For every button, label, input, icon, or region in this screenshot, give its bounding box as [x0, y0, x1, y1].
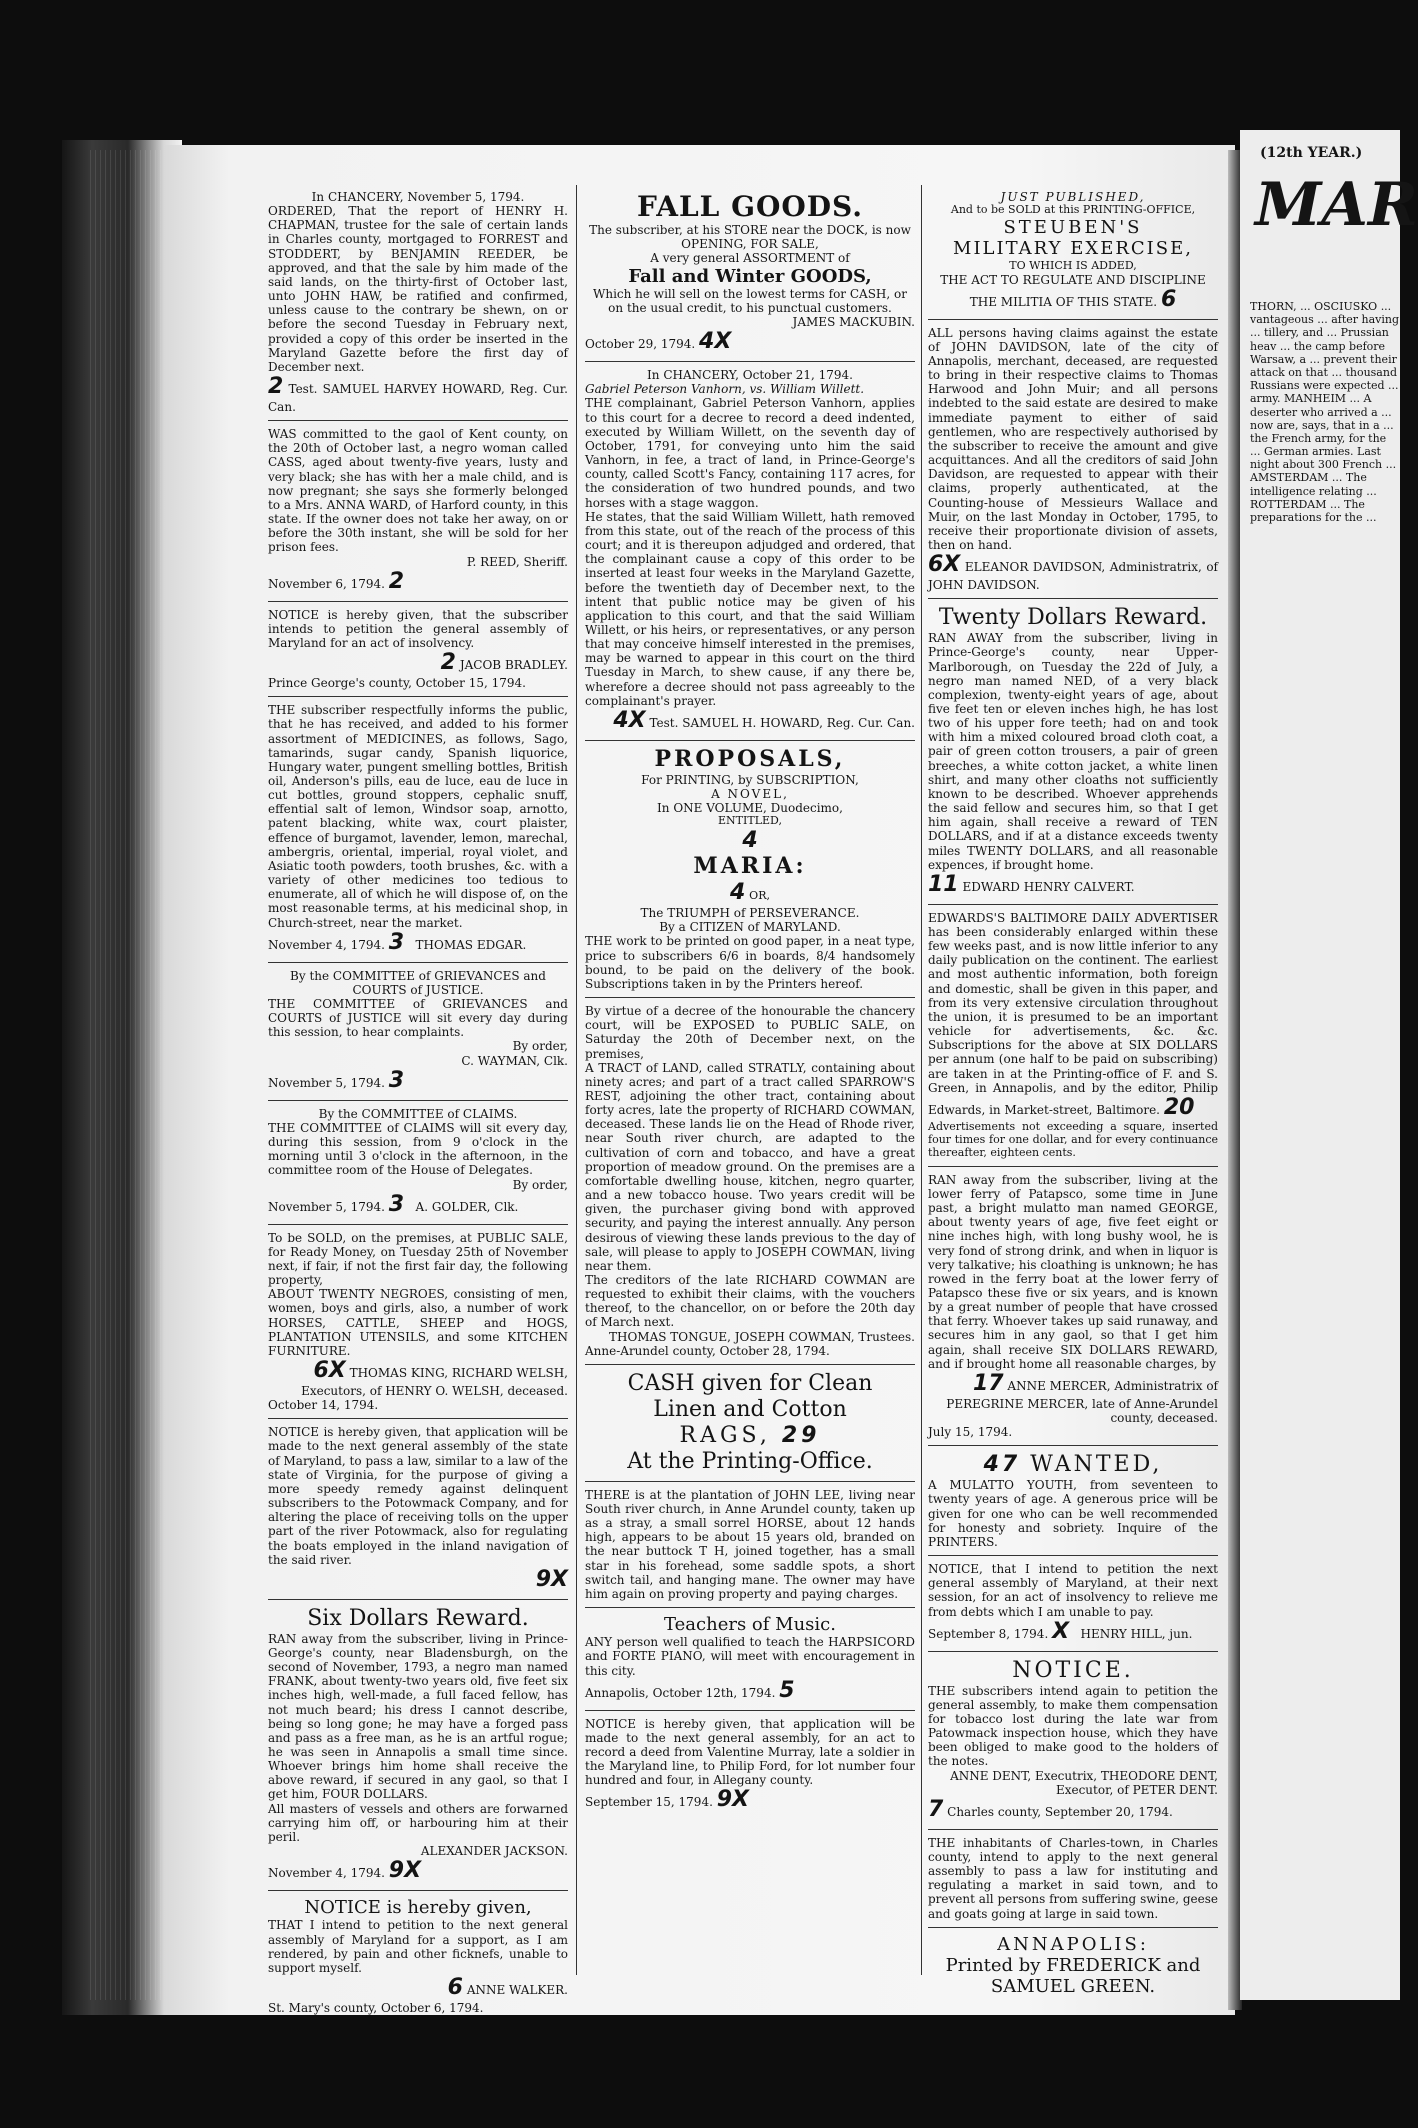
- facing-text: THORN, ... OSCIUSKO ... vantageous ... after having ... tillery, and ... Prussian heav ... the camp before Warsaw, a ... prevent their attack on that ... thousand Russians were expected ... army. MANHEIM ... A deserter who arrived a ... now are, says, that in a ... the French army, for the ... German armies. Last night about 300 French ... AMSTERDAM ... The intelligence relating ... ROTTERDAM ... The preparations for the ...: [1250, 300, 1400, 524]
- ad-body: ALL persons having claims against the estate of JOHN DAVIDSON, late of the city of Annapolis, merchant, deceased, are requested to bring in their respective claims to Thomas Harwood and John Muir; and all persons indebted to the said estate are desired to make immediate payment to either of said gentlemen, who are respectively authorised by the subscriber to receive the amount and give acquittances. And all the creditors of said John Davidson, are requested to appear with their claims, properly authenticated, at the Counting-house of Messieurs Wallace and Muir, on the last Monday in October, 1795, to receive their proportionate division of assets, then on hand.: [928, 325, 1218, 553]
- annotation: 6X: [928, 552, 961, 578]
- ad-date: Anne-Arundel county, October 28, 1794.: [585, 1343, 830, 1358]
- ad-signature: 6 ANNE WALKER.: [447, 1975, 568, 2001]
- separator: [585, 740, 915, 741]
- separator: [585, 1710, 915, 1711]
- separator: [585, 361, 915, 362]
- annotation: 29: [781, 1422, 821, 1448]
- ad-date: Prince George's county, October 15, 1794.: [268, 676, 526, 691]
- ad-body: NOTICE, that I intend to petition the next general assembly of Maryland, at their next session, for an act of insolvency to relieve me from debts which I am unable to pay.: [928, 1562, 1218, 1619]
- ad-parties: Gabriel Peterson Vanhorn, vs. William Willett.: [585, 382, 865, 397]
- ad-body-2: The creditors of the late RICHARD COWMAN are requested to exhibit their claims, with the vouchers thereof, to the chancellor, on or before the 20th day of March next.: [585, 1273, 915, 1330]
- ad-body: RAN away from the subscriber, living at the lower ferry of Patapsco, some time in June past, a bright mulatto man named GEORGE, about twenty years of age, five feet eight or nine inches high, with long bushy wool, he is very fond of strong drink, and when in liquor is very talkative; his cloathing is unknown; he has rowed in the ferry boat at the lower ferry of Patapsco these five or six years, and is known by a great number of people that have crossed that ferry. Whoever takes up said runaway, and secures him in any gaol, so that I get him again, shall receive SIX DOLLARS REWARD, and if brought home all reasonable charges, by: [928, 1172, 1218, 1371]
- ad-body: ORDERED, That the report of HENRY H. CHAPMAN, trustee for the sale of certain lands in Charles county, mortgaged to FORREST and STODDERT, by BENJAMIN REEDER, be approved, and that the sale by him made of the said lands, on the thirty-first of October last, unto JOHN HAW, be ratified and confirmed, unless cause to the contrary be shewn, on or before the second Tuesday in February next, provided a copy of this order be inserted in the Maryland Gazette before the first day of December next.: [268, 204, 568, 374]
- ad-added: TO WHICH IS ADDED,: [1009, 258, 1137, 272]
- annotation: 4: [730, 880, 746, 906]
- imprint-place: ANNAPOLIS:: [997, 1933, 1149, 1955]
- facing-year: (12th YEAR.): [1260, 145, 1363, 161]
- ad-claims: [268, 1107, 568, 1218]
- ad-body-2: All masters of vessels and others are forwarned carrying him off, or harbouring him at their peril.: [268, 1801, 568, 1844]
- ad-date: July 15, 1794.: [928, 1425, 1013, 1440]
- ad-signature: 6X THOMAS KING, RICHARD WELSH, Executors, of HENRY O. WELSH, deceased.: [301, 1358, 568, 1398]
- separator: [928, 904, 1218, 905]
- column-rule-1: [576, 185, 577, 1975]
- separator: [928, 1829, 1218, 1830]
- ad-bradley: [268, 608, 568, 691]
- ad-act: THE ACT TO REGULATE AND DISCIPLINE THE MILITIA OF THIS STATE. 6: [940, 272, 1206, 312]
- ad-heading: In CHANCERY, November 5, 1794.: [311, 190, 525, 204]
- ad-heading: Twenty Dollars Reward.: [938, 605, 1208, 631]
- ad-body: ANY person well qualified to teach the HARPSICORD and FORTE PIANO, will meet with encouragement in this city.: [585, 1635, 915, 1678]
- ad-walker: [268, 1897, 568, 2015]
- ad-body: EDWARDS'S BALTIMORE DAILY ADVERTISER has been considerably enlarged within these few weeks past, and is now little inferior to any daily publication on the continent. The earliest and most authentic information, both foreign and domestic, shall be given in this paper, and from its very extensive circulation throughout the union, it is presumed to be an important vehicle for advertisements, &c. &c. Subscriptions for the above at SIX DOLLARS per annum (one half to be paid on subscribing) are taken in at the Printing-office of F. and S. Green, in Annapolis, and by the editor, Philip Edwards, in Market-street, Baltimore. 20: [928, 910, 1218, 1120]
- separator: [268, 601, 568, 602]
- ad-heading: Teachers of Music.: [664, 1614, 836, 1636]
- ad-heading: FALL GOODS.: [636, 190, 864, 223]
- ad-date: Annapolis, October 12th, 1794. 5: [585, 1677, 795, 1703]
- ad-title-2: MILITARY EXERCISE,: [953, 238, 1193, 260]
- ad-body: RAN away from the subscriber, living in Prince-George's county, near Bladensburgh, on the second of November, 1793, a negro man named FRANK, about twenty-two years old, five feet six inches high, well-made, a full faced fellow, has not much beard; his dress I cannot describe, being so long gone; he may have a forged pass and pass as a free man, as he is an artful rogue; he was seen in Annapolis a small time since. Whoever brings him home shall receive the above reward, if secured in any gaol, so that I get him, FOUR DOLLARS.: [268, 1631, 568, 1802]
- ad-heading: 47 WANTED,: [983, 1452, 1163, 1478]
- ad-welsh-sale: [268, 1231, 568, 1413]
- annotation: 5: [779, 1677, 795, 1703]
- ad-or: 4 OR,: [730, 880, 770, 906]
- separator: [268, 1418, 568, 1419]
- ad-heading: NOTICE is hereby given,: [304, 1897, 532, 1919]
- ad-heading: PROPOSALS,: [654, 745, 846, 772]
- ad-body: A MULATTO YOUTH, from seventeen to twenty years of age. A generous price will be given for one who can be well recommended for honesty and sobriety. Inquire of the PRINTERS.: [928, 1478, 1218, 1549]
- ad-heading: NOTICE.: [1012, 1657, 1134, 1683]
- ad-grievances: [268, 969, 568, 1094]
- book-spine-pages: [90, 150, 170, 2000]
- ad-twenty-dollars: [928, 605, 1218, 898]
- imprint-printers: Printed by FREDERICK and SAMUEL GREEN.: [945, 1954, 1201, 1998]
- annotation: 9X: [388, 1858, 422, 1884]
- ad-signature: 4X Test. SAMUEL H. HOWARD, Reg. Cur. Can.: [613, 707, 915, 733]
- column-rule-2: [921, 185, 922, 1975]
- annotation: 6: [1160, 286, 1177, 312]
- ad-sub: And to be SOLD at this PRINTING-OFFICE,: [950, 203, 1196, 217]
- separator: [268, 1890, 568, 1891]
- ad-body: ABOUT TWENTY NEGROES, consisting of men, women, boys and girls, also, a number of work HORSES, CATTLE, SHEEP and HOGS, PLANTATION UTENSILS, and some KITCHEN FURNITURE.: [268, 1287, 568, 1358]
- annotation: 3: [388, 1067, 405, 1093]
- ad-date: 7 Charles county, September 20, 1794.: [928, 1796, 1173, 1822]
- ad-intro: To be SOLD, on the premises, at PUBLIC SALE, for Ready Money, on Tuesday 25th of November next, if fair, if not the first fair day, the following property,: [268, 1230, 568, 1288]
- separator: [928, 319, 1218, 320]
- ad-body: THE COMMITTEE of CLAIMS will sit every day, during this session, from 9 o'clock in the morning until 3 o'clock in the afternoon, in the committee room of the House of Delegates.: [268, 1120, 568, 1178]
- ad-body: THE complainant, Gabriel Peterson Vanhorn, applies to this court for a decree to record a deed indented, executed by William Willett, on the seventh day of October, 1791, for conveying unto him the said Vanhorn, in fee, a tract of land, in Prince-George's county, called Scott's Fancy, containing 117 acres, for the consideration of two hundred pounds, and two horses with a stage waggon.: [585, 396, 915, 510]
- ad-body: NOTICE is hereby given, that the subscriber intends to petition the general assembly of Maryland for an act of insolvency.: [268, 607, 568, 650]
- separator: [268, 1224, 568, 1225]
- separator: [585, 1364, 915, 1365]
- ad-heading: By the COMMITTEE of CLAIMS.: [318, 1106, 518, 1121]
- ad-line: Linen and Cotton: [653, 1396, 847, 1422]
- ad-date: November 5, 1794. 3: [268, 1067, 405, 1093]
- separator: [585, 1481, 915, 1482]
- ad-entitled: ENTITLED,: [718, 814, 782, 828]
- ad-line: CASH given for Clean: [627, 1370, 873, 1396]
- ad-signature: ALEXANDER JACKSON.: [420, 1844, 568, 1859]
- ad-body: THE inhabitants of Charles-town, in Charles county, intend to apply to the next general assembly to pass a law for instituting and regulating a market in said town, and to prevent all persons from suffering swine, geese and goats going at large in said town.: [928, 1835, 1218, 1921]
- annotation: 6X: [313, 1358, 346, 1384]
- separator: [268, 1100, 568, 1101]
- facing-page: [1240, 130, 1418, 2000]
- ad-date: November 6, 1794. 2: [268, 568, 405, 594]
- ad-line: At the Printing-Office.: [627, 1448, 873, 1474]
- ad-body-2: He states, that the said William Willett, hath removed from this state, out of the reach of the process of this court; and it is thereupon adjudged and ordered, that the complainant cause a copy of this order to be inserted at least four weeks in the Maryland Gazette, before the twentieth day of December next, to the intent that public notice may be given of his application to this court, and that the said William Willett, or his heirs, or representatives, or any person that may conceive himself interested in the premises, may be warned to appear in this court on the third Tuesday in March, to shew cause, if any there be, wherefore a decree should not pass agreeably to the complainant's prayer.: [585, 509, 915, 708]
- separator: [585, 1607, 915, 1608]
- ad-edgar-medicines: [268, 703, 568, 955]
- ad-body: A TRACT of LAND, called STRATLY, containing about ninety acres; and part of a tract called SPARROW'S REST, adjoining the other tract, containing about forty acres, late the property of RICHARD COWMAN, deceased. These lands lie on the Head of Rhode river, near South river church, are adapted to the cultivation of corn and tobacco, and have a great proportion of meadow ground. On the premises are a comfortable dwelling house, kitchen, negro quarter, and a new tobacco house. Two years credit will be given, the purchaser giving bond with approved security, and paying the interest annually. Any person desirous of viewing these lands previous to the day of sale, will please to apply to JOSEPH COWMAN, living near them.: [585, 1060, 915, 1273]
- ad-davidson: [928, 326, 1218, 593]
- ad-body: THE work to be printed on good paper, in a neat type, price to subscribers 6/6 in boards, 8/4 handsomely bound, to be paid on the delivery of the book. Subscriptions taken in by the Printers hereof.: [585, 934, 915, 991]
- ad-heading: By the COMMITTEE of GRIEVANCES and COURTS of JUSTICE.: [290, 968, 546, 997]
- ad-title: MARIA:: [693, 853, 807, 880]
- ad-body: WAS committed to the gaol of Kent county, on the 20th of October last, a negro woman called CASS, aged about twenty-five years, lusty and very black; she has with her a male child, and is now pregnant; she says she formerly belonged to a Mrs. ANNA WARD, of Harford county, in this state. If the owner does not take her away, on or before the 30th instant, she will be sold for her prison fees.: [268, 427, 568, 555]
- column-1: [268, 190, 568, 2016]
- annotation: 6: [447, 1975, 463, 2001]
- annotation: 11: [928, 871, 959, 897]
- separator: [928, 1651, 1218, 1652]
- separator: [928, 1166, 1218, 1167]
- ad-heading: In CHANCERY, October 21, 1794.: [647, 368, 853, 383]
- ad-date: October 29, 1794. 4X: [585, 329, 732, 355]
- ad-mark: [268, 1567, 568, 1593]
- separator: [268, 696, 568, 697]
- ad-signature: 2 Test. SAMUEL HARVEY HOWARD, Reg. Cur. Can.: [268, 374, 568, 414]
- ad-heading: JUST PUBLISHED,: [1000, 190, 1146, 204]
- ad-proposals-maria: [585, 747, 915, 991]
- annotation: 47: [983, 1452, 1021, 1478]
- ad-cash-rags: [585, 1371, 915, 1475]
- ad-body: THERE is at the plantation of JOHN LEE, living near South river church, in Anne Arundel county, taken up as a stray, a small sorrel HORSE, about 12 hands high, appears to be about 15 years old, branded on the near buttock T H, joined together, has a small star in his forehead, some saddle spots, a short switch tail, and hanging mane. The owner may have him again on proving property and paying charges.: [585, 1487, 915, 1601]
- ad-signature: 11 EDWARD HENRY CALVERT.: [928, 871, 1135, 897]
- ad-big: Fall and Winter GOODS,: [628, 265, 872, 287]
- column-2: [585, 190, 915, 1990]
- ad-signature: P. REED, Sheriff.: [466, 554, 568, 569]
- ad-six-dollars: [268, 1606, 568, 1884]
- separator: [268, 962, 568, 963]
- annotation: X: [1052, 1618, 1070, 1644]
- ad-steuben: [928, 190, 1218, 313]
- ad-body: NOTICE is hereby given, that application will be made to the next general assembly of the state of Maryland, to pass a law, similar to a law of the state of Virginia, for the purpose of giving a more speedy remedy against delinquent subscribers to the Potowmack Company, and for altering the place of receiving tolls on the upper part of the river Potowmack, also for regulating the boats employed in the inland navigation of the said river.: [268, 1425, 568, 1567]
- ad-sub: For PRINTING, by SUBSCRIPTION,: [641, 772, 859, 787]
- ad-author: By a CITIZEN of MARYLAND.: [659, 920, 841, 935]
- ad-murray: [585, 1717, 915, 1814]
- separator: [928, 1927, 1218, 1928]
- annotation: 3: [388, 929, 405, 955]
- annotation: 9X: [535, 1566, 568, 1592]
- ad-signature: THOMAS TONGUE, JOSEPH COWMAN, Trustees.: [609, 1329, 915, 1344]
- ad-fall-goods: [585, 190, 915, 355]
- ad-date: November 4, 1794. 3 THOMAS EDGAR.: [268, 929, 527, 955]
- annotation: 4: [742, 828, 758, 854]
- ad-dent: [928, 1658, 1218, 1823]
- ad-title: STEUBEN'S: [1003, 217, 1143, 239]
- ad-gaol-kent: [268, 427, 568, 595]
- annotation: 2: [440, 650, 456, 676]
- ad-intro: The subscriber, at his STORE near the DOCK, is now OPENING, FOR SALE,: [589, 223, 911, 252]
- ad-signature: 6X ELEANOR DAVIDSON, Administratrix, of JOHN DAVIDSON.: [928, 552, 1218, 593]
- ad-music: [585, 1614, 915, 1704]
- ad-body: RAN AWAY from the subscriber, living in Prince-George's county, near Upper-Marlborough, on Tuesday the 22d of July, a negro man named NED, of a very black complexion, twenty-eight years of age, about five feet ten or eleven inches high, he has lost two of his upper fore teeth; had on and took with him a mixed coloured broad cloth coat, a pair of green cotton trousers, a pair of green breeches, a white cotton jacket, a white linen shirt, and many other cloaths not sufficiently known to be described. Whoever apprehends the said fellow and secures him, so that I get him again, shall receive a reward of TEN DOLLARS, and if at a distance exceeds twenty miles TWENTY DOLLARS, and all reasonable expences, if brought home.: [928, 631, 1218, 872]
- ad-signature: JAMES MACKUBIN.: [792, 315, 915, 330]
- ad-hill: [928, 1562, 1218, 1645]
- ad-mercer: [928, 1173, 1218, 1440]
- ad-date: September 8, 1794. X HENRY HILL, jun.: [928, 1618, 1193, 1644]
- ad-body: Which he will sell on the lowest terms for CASH, or on the usual credit, to his punctual customers.: [593, 286, 907, 315]
- ad-sub: A very general ASSORTMENT of: [650, 251, 850, 266]
- ad-body: THE COMMITTEE of GRIEVANCES and COURTS of JUSTICE will sit every day during this session, to hear complaints.: [268, 997, 568, 1040]
- annotation: 2: [268, 374, 284, 400]
- ad-signature: ANNE DENT, Executrix, THEODORE DENT, Executor, of PETER DENT.: [950, 1768, 1218, 1797]
- annotation: 20: [1163, 1094, 1195, 1120]
- ad-date: September 15, 1794. 9X: [585, 1787, 750, 1813]
- ad-line: RAGS, 29: [679, 1422, 821, 1448]
- ad-date: October 14, 1794.: [268, 1398, 379, 1413]
- ad-volume: In ONE VOLUME, Duodecimo,: [657, 801, 843, 816]
- annotation: 2: [388, 568, 405, 594]
- separator: [928, 598, 1218, 599]
- ad-signature: 2 JACOB BRADLEY.: [440, 650, 568, 676]
- separator: [268, 1599, 568, 1600]
- ad-note: Advertisements not exceeding a square, inserted four times for one dollar, and for every continuance thereafter, eighteen cents.: [928, 1119, 1218, 1159]
- facing-title: MAR: [1255, 170, 1418, 240]
- separator: [928, 1555, 1218, 1556]
- ad-date: November 4, 1794. 9X: [268, 1858, 422, 1884]
- annotation: 4X: [699, 329, 732, 355]
- ad-cowman-sale: [585, 1004, 915, 1358]
- ad-chancery-chapman: [268, 190, 568, 414]
- ad-signature: C. WAYMAN, Clk.: [461, 1053, 568, 1068]
- ad-body: THAT I intend to petition to the next general assembly of Maryland for a support, as I am rendered, by pain and other ficknefs, unable to support myself.: [268, 1918, 568, 1975]
- ad-mark: [585, 828, 915, 854]
- ad-intro: By virtue of a decree of the honourable the chancery court, will be EXPOSED to PUBLIC SALE, on Saturday the 20th of December next, on the premises,: [585, 1004, 915, 1061]
- ad-body: THE subscribers intend again to petition the general assembly, to make them compensation for tobacco lost during the late war from Patowmack inspection house, which they have been obliged to make good to the holders of the notes.: [928, 1683, 1218, 1769]
- ad-charles-town: [928, 1836, 1218, 1921]
- separator: [585, 997, 915, 998]
- ad-order: By order,: [512, 1039, 568, 1054]
- annotation: 4X: [613, 707, 646, 733]
- ad-order: By order,: [512, 1177, 568, 1192]
- ad-date: November 5, 1794. 3 A. GOLDER, Clk.: [268, 1191, 519, 1217]
- ad-edwards-advertiser: [928, 911, 1218, 1160]
- ad-novel: A NOVEL,: [711, 786, 789, 801]
- ad-heading: Six Dollars Reward.: [307, 1605, 529, 1631]
- ad-date: St. Mary's county, October 6, 1794.: [268, 2001, 484, 2016]
- ad-lee-stray: [585, 1488, 915, 1601]
- ad-body: THE subscriber respectfully informs the public, that he has received, and added to his former assortment of MEDICINES, as follows, Sago, tamarinds, sugar candy, Spanish liquorice, Hungary water, pungent smelling bottles, British oil, Anderson's pills, eau de luce, eau de luce in cut bottles, ground stoppers, cephalic snuff, effential salt of lemon, Windsor soap, arnotto, patent blacking, white wax, court plaister, effence of burgamot, lavender, lemon, marechal, ambergris, oriental, imperial, royal violet, and Asiatic tooth powders, tooth brushes, &c. with a variety of other medicines too tedious to enumerate, all of which he will dispose of, on the most reasonable terms, at his medicinal shop, in Church-street, near the market.: [268, 703, 568, 930]
- separator: [928, 1445, 1218, 1446]
- annotation: 17: [972, 1370, 1004, 1396]
- annotation: 9X: [716, 1787, 750, 1813]
- ad-potowmack: [268, 1425, 568, 1593]
- ad-body: NOTICE is hereby given, that application will be made to the next general assembly, for an act to record a deed from Valentine Murray, late a soldier in the Maryland line, to Philip Ford, for lot number four hundred and four, in Allegany county.: [585, 1716, 915, 1788]
- ad-chancery-vanhorn: [585, 368, 915, 734]
- ad-wanted: [928, 1452, 1218, 1549]
- imprint: [928, 1934, 1218, 1998]
- annotation: 3: [388, 1191, 405, 1217]
- annotation: 7: [928, 1796, 944, 1822]
- ad-subtitle: The TRIUMPH of PERSEVERANCE.: [640, 906, 860, 921]
- separator: [268, 420, 568, 421]
- ad-signature: 17 ANNE MERCER, Administratrix of PEREGRINE MERCER, late of Anne-Arundel county, deceased.: [946, 1370, 1218, 1426]
- column-3: [928, 190, 1218, 1998]
